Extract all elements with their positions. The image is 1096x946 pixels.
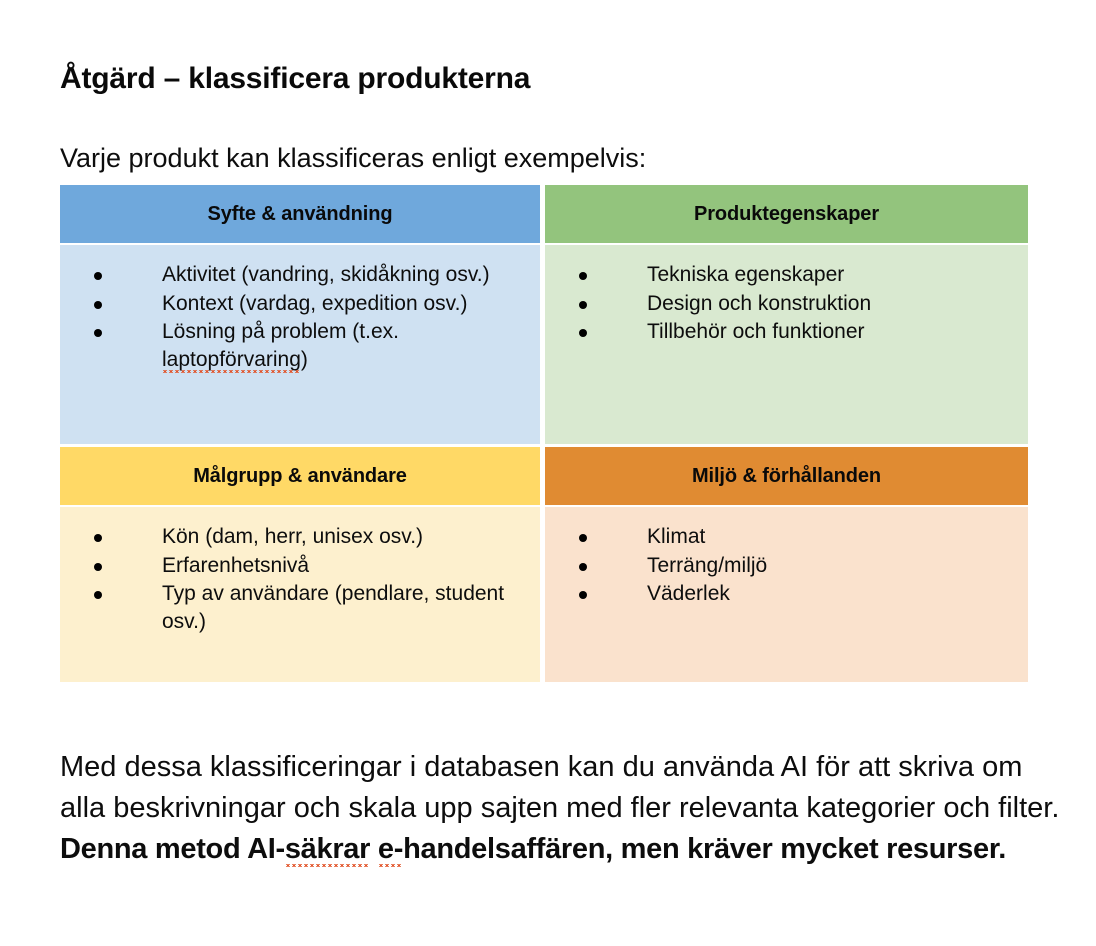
closing-paragraph: [60, 747, 1060, 871]
list-item-label: Terräng/miljö: [647, 553, 768, 577]
bullet-list-product-properties: [579, 261, 1014, 346]
bullet-dot-icon: [579, 329, 587, 337]
quadrant-body-product-properties: [545, 245, 1028, 444]
list-item-label: Väderlek: [647, 582, 730, 606]
bullet-dot-icon: [579, 563, 587, 571]
list-item-label: Tekniska egenskaper: [647, 263, 845, 286]
quadrant-header-target-group-users: Målgrupp & användare: [60, 447, 540, 507]
spellcheck-underline: laptopförvaring: [162, 348, 301, 374]
quadrant-body-environment-conditions: [545, 507, 1028, 682]
bullet-list-environment-conditions: [579, 523, 1014, 608]
list-item: [579, 580, 1014, 608]
list-item-label: Erfarenhetsnivå: [162, 553, 310, 577]
quadrant-product-properties: [543, 185, 1028, 447]
bullet-dot-icon: [579, 301, 587, 309]
bullet-dot-icon: [94, 591, 102, 599]
list-item-label: Typ av användare (pendlare, student osv.): [162, 582, 505, 634]
list-item: [579, 523, 1014, 551]
list-item: [94, 318, 526, 373]
bullet-dot-icon: [94, 534, 102, 542]
list-item: [94, 261, 526, 289]
closing-paragraph-normal: Med dessa klassificeringar i databasen kan du använda AI för att skriva om alla beskrivningar och skala upp sajten med fler relevanta kategorier och filter.: [60, 751, 1060, 825]
classification-matrix: [60, 185, 1028, 682]
list-item: [579, 552, 1014, 580]
intro-paragraph: Varje produkt kan klassificeras enligt exempelvis:: [60, 143, 647, 173]
spellcheck-underline: e-: [378, 833, 403, 868]
list-item-label: Kön (dam, herr, unisex osv.): [162, 525, 424, 548]
bullet-dot-icon: [579, 272, 587, 280]
bullet-list-target-group-users: [94, 523, 526, 636]
list-item: [94, 552, 526, 580]
bullet-list-purpose-usage: [94, 261, 526, 374]
list-item: [579, 261, 1014, 289]
quadrant-target-group-users: [60, 447, 543, 682]
quadrant-environment-conditions: [543, 447, 1028, 682]
bullet-dot-icon: [94, 563, 102, 571]
list-item: [579, 290, 1014, 318]
quadrant-header-purpose-usage: Syfte & användning: [60, 185, 540, 245]
quadrant-header-environment-conditions: Miljö & förhållanden: [545, 447, 1028, 507]
list-item-label: Kontext (vardag, expedition osv.): [162, 291, 468, 315]
list-item-label: Tillbehör och funktioner: [647, 320, 865, 344]
list-item: [94, 523, 526, 551]
quadrant-purpose-usage: [60, 185, 543, 447]
list-item-label: Design och konstruktion: [647, 291, 872, 315]
list-item: [94, 290, 526, 318]
closing-paragraph-bold: Denna metod AI-säkrar e-handelsaffären, men kräver mycket resurser.: [60, 833, 1006, 868]
bullet-dot-icon: [579, 534, 587, 542]
bullet-dot-icon: [94, 272, 102, 280]
quadrant-body-purpose-usage: [60, 245, 540, 444]
list-item: [579, 318, 1014, 346]
quadrant-body-target-group-users: [60, 507, 540, 682]
list-item-label: Lösning på problem (t.ex. laptopförvaring): [162, 318, 526, 373]
bullet-dot-icon: [94, 301, 102, 309]
list-item-label: Aktivitet (vandring, skidåkning osv.): [162, 263, 490, 286]
bullet-dot-icon: [94, 329, 102, 337]
list-item-label: Klimat: [647, 525, 706, 548]
quadrant-header-product-properties: Produktegenskaper: [545, 185, 1028, 245]
list-item: [94, 580, 526, 635]
bullet-dot-icon: [579, 591, 587, 599]
page-title: Åtgärd – klassificera produkterna: [60, 62, 531, 96]
spellcheck-underline: säkrar: [285, 833, 370, 868]
